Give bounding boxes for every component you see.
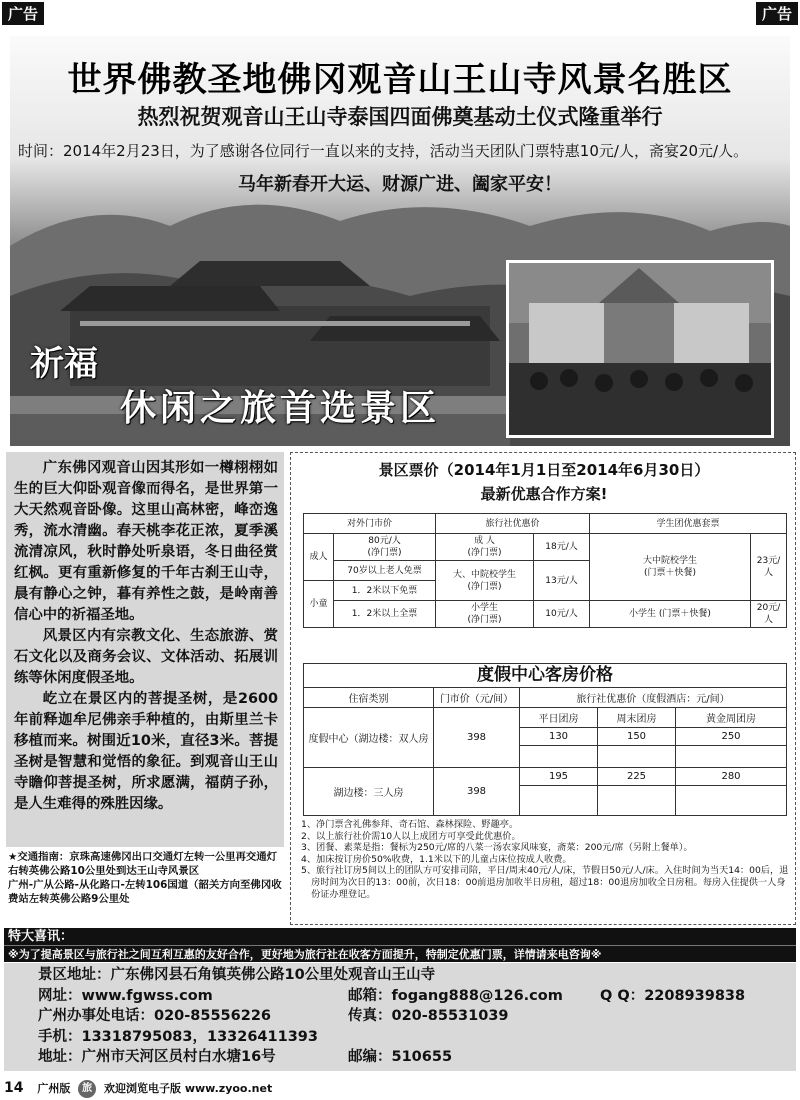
table-header: 门市价（元/间） (434, 688, 520, 708)
ad-label-right: 广告 (756, 2, 798, 25)
postcode: 邮编：510655 (348, 1049, 453, 1065)
special-news-text: ※为了提高景区与旅行社之间互利互惠的友好合作，更好地为旅行社在收客方面提升，特制定优惠门票，详情请来电咨询※ (4, 945, 796, 962)
slogan-text: 马年新春开大运、财源广进、阖家平安！ (238, 174, 562, 195)
table-cell: 13元/人 (534, 561, 590, 601)
table-cell: 1．2米以上全票 (334, 601, 436, 628)
adult-label: 成人 (304, 534, 334, 581)
office-phone: 广州办事处电话：020-85556226 (38, 1008, 271, 1024)
ceremony-photo (506, 260, 774, 438)
footer-website-link[interactable]: 欢迎浏览电子版 www.zyoo.net (104, 1082, 273, 1095)
table-cell: 大、中院校学生 (净门票) (436, 561, 534, 601)
room-price-table (303, 687, 787, 816)
resort-price-title: 度假中心客房价格 (303, 663, 787, 687)
table-header: 旅行社优惠价 (436, 514, 590, 534)
hero-banner (10, 36, 790, 446)
table-header: 旅行社优惠价（度假酒店：元/间） (520, 688, 787, 708)
intro-paragraph: 广东佛冈观音山因其形如一樽栩栩如生的巨大仰卧观音像而得名，是世界第一大天然观音卧像。这里山高林密，峰峦逸秀，流水清幽。春天桃李花正浓，夏季溪流清凉风，秋时静处听泉语，冬日曲径赏红枫。更有重新修复的千年古刹王山寺，晨有静心之钟，暮有养性之鼓，是岭南善信心中的祈福圣地。 (14, 460, 278, 623)
table-cell: 280 (676, 768, 787, 786)
note-item: 1、净门票含礼佛参拜、奇石馆、森林探险、野趣亭。 (301, 819, 519, 830)
table-header: 平日团房 (520, 708, 598, 728)
table-cell: 小学生 (门票＋快餐) (590, 601, 751, 628)
table-cell: 大中院校学生 (门票＋快餐) (590, 534, 751, 601)
traffic-guide (8, 851, 284, 907)
traffic-line: 广州-广从公路-从化路口-左转106国道（韶关方向至佛冈收费站左转英佛公路9公里处 (8, 879, 282, 905)
intro-paragraph: 风景区内有宗教文化、生态旅游、赏石文化以及商务会议、文体活动、拓展训练等休闲度假圣地。 (14, 628, 278, 686)
note-item: 2、以上旅行社价需10人以上成团方可享受此优惠价。 (301, 830, 521, 842)
table-cell: 20元/人 (751, 601, 787, 628)
special-news-title: 特大喜讯： (4, 928, 796, 945)
event-time-text: 时间：2014年2月23日，为了感谢各位同行一直以来的支持，活动当天团队门票特惠10元/人，斋宴20元/人。 (18, 142, 749, 160)
website-link[interactable]: 网址：www.fgwss.com (38, 987, 213, 1004)
table-cell: 80元/人 (净门票) (334, 534, 436, 561)
note-item: 3、团餐、素菜是指：餐标为250元/席的八菜一汤农家风味宴，斋菜：200元/席（另附上餐单）。 (301, 842, 693, 854)
table-cell: 70岁以上老人免票 (334, 561, 436, 581)
table-header: 对外门市价 (304, 514, 436, 534)
qq-number: Q Q：2208939838 (600, 987, 746, 1004)
ad-label-left: 广告 (2, 2, 44, 25)
intro-paragraph: 屹立在景区内的菩提圣树，是2600年前释迦牟尼佛亲手种植的，由斯里兰卡移植而来。树围近10米，直径3米。菩提圣树是智慧和觉悟的象征。到观音山王山寺瞻仰菩提圣树，所求愿满，福荫子孙，是人生难得的殊胜因缘。 (14, 691, 278, 812)
ticket-title: 景区票价（2014年1月1日至2014年6月30日） (378, 461, 710, 479)
table-cell: 225 (598, 768, 676, 786)
calligraphy-tagline: 休闲之旅首选景区 (120, 387, 441, 429)
table-cell: 398 (434, 708, 520, 768)
special-news-bar (4, 928, 796, 962)
note-item: 5、旅行社订房5间以上的团队方可安排司陪，平日/周末40元/人/床，节假日50元/人/床。入住时间为当天14：00后，退房时间为次日的13：00前，次日18：00前退房加收半日房租，超过18：00退房加收全日房租。每房入住提供一人身份证办理登记。 (301, 865, 789, 900)
brand-logo-icon: 旅 (78, 1080, 96, 1098)
table-cell: 10元/人 (534, 601, 590, 628)
note-item: 4、加床按订房价50%收费，1.1米以下的儿童占床位按成人收费。 (301, 853, 572, 865)
table-row-label: 度假中心（湖边楼：双人房 (304, 708, 434, 768)
table-cell: 23元/人 (751, 534, 787, 601)
calligraphy-blessing: 祈福 (30, 344, 98, 384)
table-cell: 1．2米以下免票 (334, 581, 436, 601)
table-header: 周末团房 (598, 708, 676, 728)
table-header: 学生团优惠套票 (590, 514, 787, 534)
table-cell: 250 (676, 728, 787, 746)
fax-number: 传真：020-85531039 (348, 1008, 509, 1024)
ticket-subtitle: 最新优惠合作方案! (480, 485, 608, 503)
edition-label: 广州版 (37, 1082, 71, 1095)
child-label: 小童 (304, 581, 334, 628)
email-link[interactable]: 邮箱：fogang888@126.com (348, 987, 563, 1004)
table-header: 黄金周团房 (676, 708, 787, 728)
page-number: 14 (4, 1080, 24, 1096)
price-notes (301, 819, 793, 900)
mobile-numbers: 手机：13318795083，13326411393 (38, 1028, 318, 1045)
table-row-label: 湖边楼：三人房 (304, 768, 434, 816)
traffic-line: ★交通指南：京珠高速佛冈出口交通灯左转一公里再交通灯右转英佛公路10公里处到达王山寺风景区 (8, 851, 278, 877)
table-cell: 18元/人 (534, 534, 590, 561)
table-cell: 成 人 (净门票) (436, 534, 534, 561)
page-footer (4, 1076, 796, 1100)
office-address: 地址：广州市天河区员村白水塘16号 (38, 1049, 276, 1065)
page-title: 世界佛教圣地佛冈观音山王山寺风景名胜区 (67, 60, 733, 100)
price-section (290, 452, 796, 925)
page-subtitle: 热烈祝贺观音山王山寺泰国四面佛奠基动土仪式隆重举行 (137, 105, 663, 129)
table-cell: 150 (598, 728, 676, 746)
contact-info-box (4, 963, 796, 1071)
ticket-price-table (303, 513, 787, 628)
table-cell: 130 (520, 728, 598, 746)
scenic-address: 景区地址：广东佛冈县石角镇英佛公路10公里处观音山王山寺 (38, 967, 436, 983)
scenic-intro-box (6, 452, 284, 847)
table-cell: 小学生 (净门票) (436, 601, 534, 628)
table-header: 住宿类别 (304, 688, 434, 708)
table-cell: 195 (520, 768, 598, 786)
table-cell: 398 (434, 768, 520, 816)
